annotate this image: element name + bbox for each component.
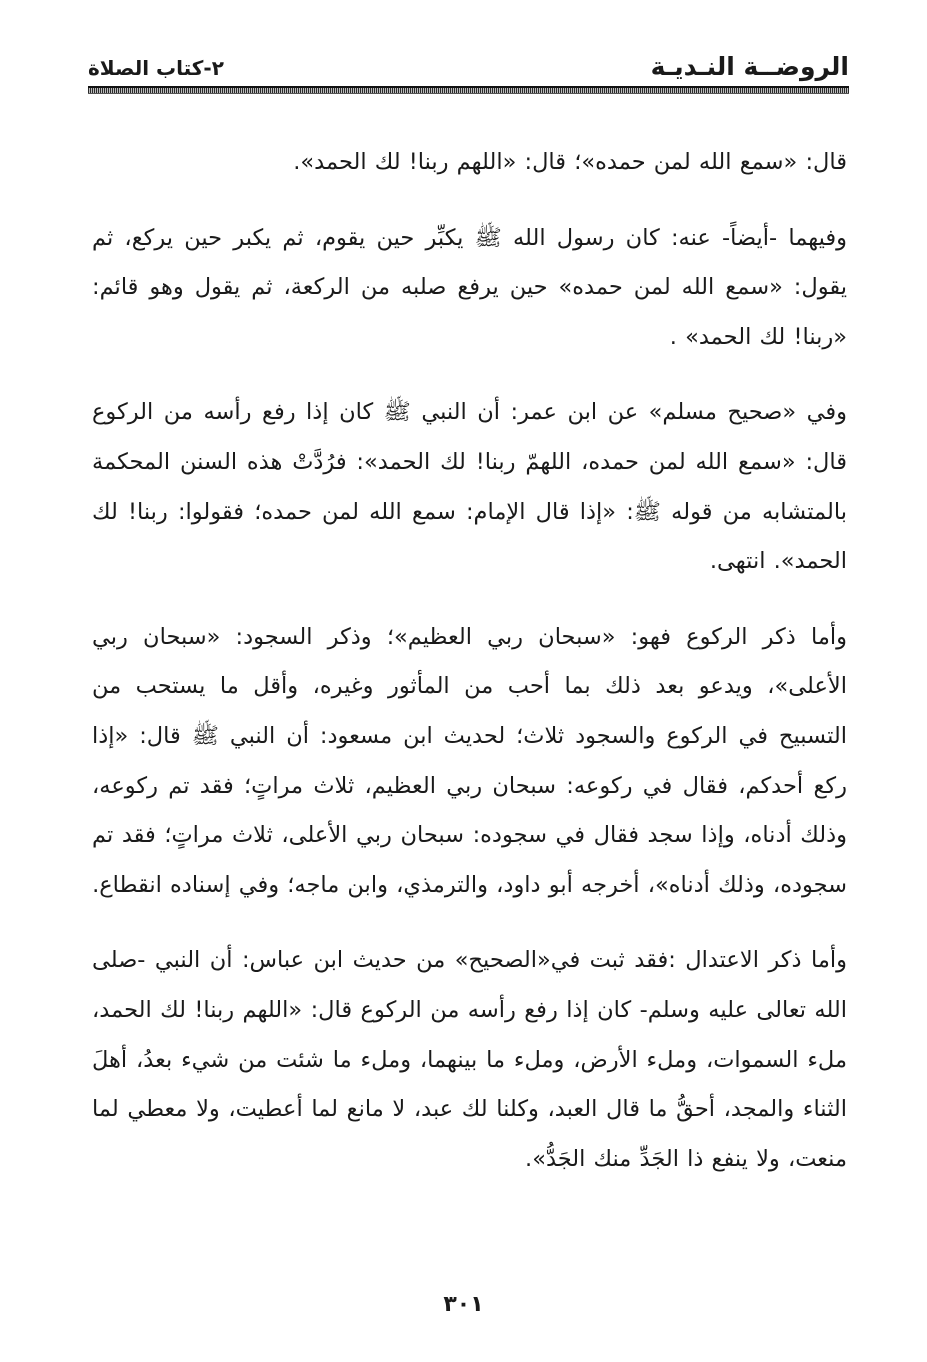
chapter-title: ٢-كتاب الصلاة xyxy=(88,56,224,80)
running-header xyxy=(88,52,849,86)
header-rule xyxy=(88,86,849,94)
paragraph: وفي «صحيح مسلم» عن ابن عمر: أن النبي ﷺ كان إذا رفع رأسه من الركوع قال: «سمع الله لمن حمده، اللهمّ ربنا! لك الحمد»: فرُدَّتْ هذه السنن المحكمة بالمتشابه من قوله ﷺ: «إذا قال الإمام: سمع الله لمن حمده؛ فقولوا: ربنا! لك الحمد». انتهى. xyxy=(92,399,847,575)
book-title: الروضــة النـديـة xyxy=(650,52,849,81)
paragraph: قال: «سمع الله لمن حمده»؛ قال: «اللهم ربنا! لك الحمد». xyxy=(293,149,847,175)
body-text xyxy=(92,138,847,1184)
paragraph: وفيهما -أيضاً- عنه: كان رسول الله ﷺ يكبِّر حين يقوم، ثم يكبر حين يركع، ثم يقول: «سمع الله لمن حمده» حين يرفع صلبه من الركعة، ثم يقول وهو قائم: «ربنا! لك الحمد» . xyxy=(92,224,847,350)
page-number: ٣٠١ xyxy=(443,1292,484,1317)
paragraph: وأما ذكر الاعتدال :فقد ثبت في«الصحيح» من حديث ابن عباس: أن النبي -صلى الله تعالى عليه وسلم- كان إذا رفع رأسه من الركوع قال: «اللهم ربنا! لك الحمد، ملء السموات، وملء الأرض، وملء ما بينهما، وملء ما شئت من شيء بعدُ، أهلَ الثناء والمجد، أحقُّ ما قال العبد، وكلنا لك عبد، لا مانع لما أعطيت، ولا معطي لما منعت، ولا ينفع ذا الجَدِّ منك الجَدُّ». xyxy=(92,947,847,1172)
paragraph: وأما ذكر الركوع فهو: «سبحان ربي العظيم»؛ وذكر السجود: «سبحان ربي الأعلى»، ويدعو بعد ذلك بما أحب من المأثور وغيره، وأقل ما يستحب من التسبيح في الركوع والسجود ثلاث؛ لحديث ابن مسعود: أن النبي ﷺ قال: «إذا ركع أحدكم، فقال في ركوعه: سبحان ربي العظيم، ثلاث مراتٍ؛ فقد تم ركوعه، وذلك أدناه، وإذا سجد فقال في سجوده: سبحان ربي الأعلى، ثلاث مراتٍ؛ فقد تم سجوده، وذلك أدناه»، أخرجه أبو داود، والترمذي، وابن ماجه؛ وفي إسناده انقطاع. xyxy=(92,623,847,898)
